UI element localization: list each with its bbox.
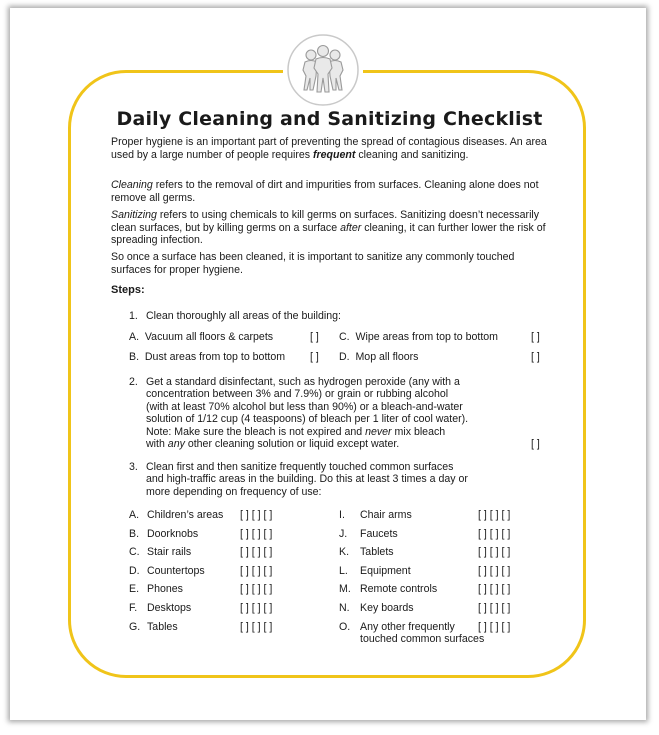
surface-label: Equipment — [360, 564, 411, 577]
step-1-text: Clean thoroughly all areas of the building: — [146, 310, 341, 322]
surface-letter: K. — [339, 546, 350, 559]
surface-checkboxes[interactable]: [ ] [ ] [ ] — [240, 546, 273, 559]
step-1-checkbox-c[interactable]: [ ] — [531, 331, 540, 343]
intro-paragraph-4: So once a surface has been cleaned, it is important to sanitize any commonly touched surfaces for proper hygiene. — [111, 251, 515, 276]
step-1-checkbox-b[interactable]: [ ] — [310, 351, 319, 363]
surface-label: Key boards — [360, 602, 414, 614]
step-1-checkbox-a[interactable]: [ ] — [310, 331, 319, 343]
surface-checkboxes[interactable]: [ ] [ ] [ ] — [478, 602, 511, 614]
surface-label: Doorknobs — [147, 527, 199, 540]
surface-letter: B. — [129, 527, 140, 540]
surface-letter: M. — [339, 583, 351, 596]
surface-checkboxes[interactable]: [ ] [ ] [ ] — [240, 527, 273, 540]
surface-label: Tables — [147, 620, 178, 633]
surface-label: Children’s areas — [147, 509, 224, 521]
step-2-number: 2. — [129, 376, 138, 388]
surface-checkboxes[interactable]: [ ] [ ] [ ] — [240, 564, 273, 577]
step-1-item-a: A. Vacuum all floors & carpets — [129, 331, 274, 343]
step-2-text: Get a standard disinfectant, such as hydrogen peroxide (any with a concentration between 3% and 7.9%) or grain or rubbing alcohol (with at least 70% alcohol but less than 90%) or a bleach-and-water solution of 1/12 cup (4 teaspoons) of bleach per 1 liter of cool water). Note: Make sure the bleach is not expired and never mix bleach with any other cleaning solution or liquid except water. — [146, 376, 469, 451]
surface-label: Phones — [147, 583, 183, 596]
surface-label: Any other frequently — [360, 620, 455, 633]
surface-letter: J. — [339, 527, 348, 540]
surface-checkboxes[interactable]: [ ] [ ] [ ] — [478, 564, 511, 577]
surface-letter: O. — [339, 620, 351, 633]
surface-checkboxes[interactable]: [ ] [ ] [ ] — [240, 583, 273, 596]
step-1-item-b: B. Dust areas from top to bottom — [129, 351, 286, 363]
surface-letter: E. — [129, 583, 140, 596]
surface-checkboxes[interactable]: [ ] [ ] [ ] — [478, 546, 511, 559]
surface-label: Faucets — [360, 527, 398, 540]
surface-label-continued: touched common surfaces — [360, 632, 485, 645]
surface-label: Desktops — [147, 602, 192, 614]
surface-letter: N. — [339, 602, 350, 614]
three-people-logo-icon — [283, 32, 363, 108]
surface-checkboxes[interactable]: [ ] [ ] [ ] — [478, 583, 511, 596]
surface-checkboxes[interactable]: [ ] [ ] [ ] — [478, 509, 511, 521]
intro-paragraph-2: Cleaning refers to the removal of dirt and impurities from surfaces. Cleaning alone does not remove all germs. — [111, 179, 539, 204]
surface-checkboxes[interactable]: [ ] [ ] [ ] — [240, 620, 273, 633]
surface-label: Stair rails — [147, 546, 192, 559]
surface-letter: A. — [129, 509, 140, 521]
step-1-checkbox-d[interactable]: [ ] — [531, 351, 540, 363]
surface-label: Remote controls — [360, 583, 438, 596]
surface-label: Chair arms — [360, 509, 412, 521]
surface-checkboxes[interactable]: [ ] [ ] [ ] — [240, 602, 273, 614]
step-2-checkbox[interactable]: [ ] — [531, 438, 540, 450]
surface-letter: C. — [129, 546, 140, 559]
intro-paragraph-1: Proper hygiene is an important part of preventing the spread of contagious diseases. An area used by a large number of people requires frequent cleaning and sanitizing. — [111, 136, 547, 161]
surface-checkboxes[interactable]: [ ] [ ] [ ] — [240, 509, 273, 521]
surface-letter: G. — [129, 620, 141, 633]
page-title: Daily Cleaning and Sanitizing Checklist — [116, 108, 543, 130]
steps-heading: Steps: — [111, 284, 145, 296]
surface-checkboxes[interactable]: [ ] [ ] [ ] — [478, 527, 511, 540]
surface-letter: L. — [339, 564, 348, 577]
surface-letter: I. — [339, 509, 345, 521]
step-1-item-d: D. Mop all floors — [339, 351, 419, 363]
surface-letter: F. — [129, 602, 138, 614]
surface-letter: D. — [129, 564, 140, 577]
surface-label: Tablets — [360, 546, 394, 559]
surface-checkboxes[interactable]: [ ] [ ] [ ] — [478, 620, 511, 633]
intro-paragraph-3: Sanitizing refers to using chemicals to kill germs on surfaces. Sanitizing doesn’t necessarily clean surfaces, but by killing germs on a surface after cleaning, it can further lower the risk of spreading infection. — [111, 209, 546, 247]
step-1-item-c: C. Wipe areas from top to bottom — [339, 331, 498, 343]
step-3-number: 3. — [129, 461, 138, 473]
step-3-text: Clean first and then sanitize frequently touched common surfaces and high-traffic areas in the building. Do this at least 3 times a day or more depending on frequency of use: — [146, 461, 468, 498]
step-1-number: 1. — [129, 310, 138, 322]
surface-label: Countertops — [147, 564, 205, 577]
